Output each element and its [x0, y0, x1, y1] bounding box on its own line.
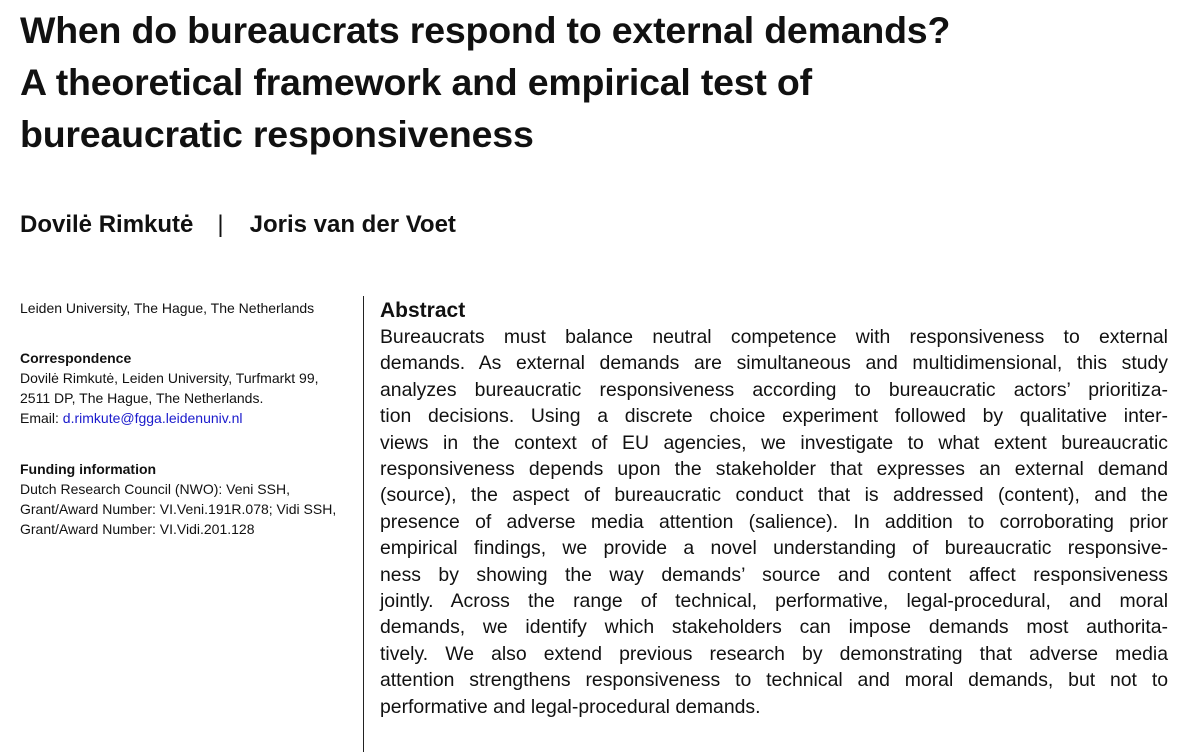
abstract-heading: Abstract [380, 299, 466, 322]
affiliation [20, 298, 314, 318]
email-label: Email: [20, 410, 63, 426]
abstract-line: attention strengthens responsiveness to technical and moral demands, but not to [380, 669, 1168, 692]
title-line: When do bureaucrats respond to external demands? [20, 9, 951, 51]
abstract-line: presence of adverse media attention (salience). In addition to corroborating prior [380, 510, 1168, 533]
funding-line: Dutch Research Council (NWO): Veni SSH, [20, 481, 290, 497]
correspondence-line: 2511 DP, The Hague, The Netherlands. [20, 390, 264, 406]
abstract-line: performative and legal-procedural demands. [380, 695, 761, 718]
abstract-line: ness by showing the way demands’ source and content affect responsiveness [380, 563, 1168, 586]
abstract-line: demands, we identify which stakeholders can impose demands most authorita- [380, 616, 1168, 639]
abstract-line: empirical findings, we provide a novel understanding of bureaucratic responsive- [380, 537, 1168, 560]
author-list [20, 211, 456, 239]
author-name: Joris van der Voet [249, 211, 456, 238]
abstract-line: demands. As external demands are simultaneous and multidimensional, this study [380, 352, 1168, 375]
email-line [20, 408, 319, 428]
funding-heading: Funding information [20, 461, 157, 477]
correspondence-line: Dovilė Rimkutė, Leiden University, Turfmarkt 99, [20, 370, 319, 386]
title-line: A theoretical framework and empirical test of [20, 61, 812, 103]
author-separator: | [217, 211, 224, 238]
abstract-line: tively. We also extend previous research by demonstrating that adverse media [380, 642, 1168, 665]
abstract-line: analyzes bureaucratic responsiveness according to bureaucratic actors’ prioritiza- [380, 378, 1168, 401]
abstract-line: Bureaucrats must balance neutral competence with responsiveness to external [380, 326, 1168, 348]
abstract-body [380, 324, 1168, 720]
funding-block [20, 459, 336, 539]
title-line: bureaucratic responsiveness [20, 113, 534, 155]
abstract-line: tion decisions. Using a discrete choice experiment followed by qualitative inter- [380, 405, 1168, 428]
email-link[interactable]: d.rimkute@fgga.leidenuniv.nl [62, 410, 243, 426]
correspondence-heading: Correspondence [20, 350, 132, 366]
abstract-line: responsiveness depends upon the stakeholder that expresses an external demand [380, 458, 1168, 481]
column-divider [363, 296, 364, 752]
abstract-line: views in the context of EU agencies, we investigate to what extent bureaucratic [380, 431, 1168, 454]
affiliation-text: Leiden University, The Hague, The Netherlands [20, 300, 315, 316]
funding-line: Grant/Award Number: VI.Vidi.201.128 [20, 521, 255, 537]
abstract-line: jointly. Across the range of technical, performative, legal-procedural, and moral [380, 590, 1168, 613]
paper-title [20, 4, 1180, 160]
funding-line: Grant/Award Number: VI.Veni.191R.078; Vidi SSH, [20, 501, 337, 517]
abstract-line: (source), the aspect of bureaucratic conduct that is addressed (content), and the [380, 484, 1168, 507]
author-name: Dovilė Rimkutė [20, 211, 194, 238]
correspondence-block [20, 348, 319, 428]
